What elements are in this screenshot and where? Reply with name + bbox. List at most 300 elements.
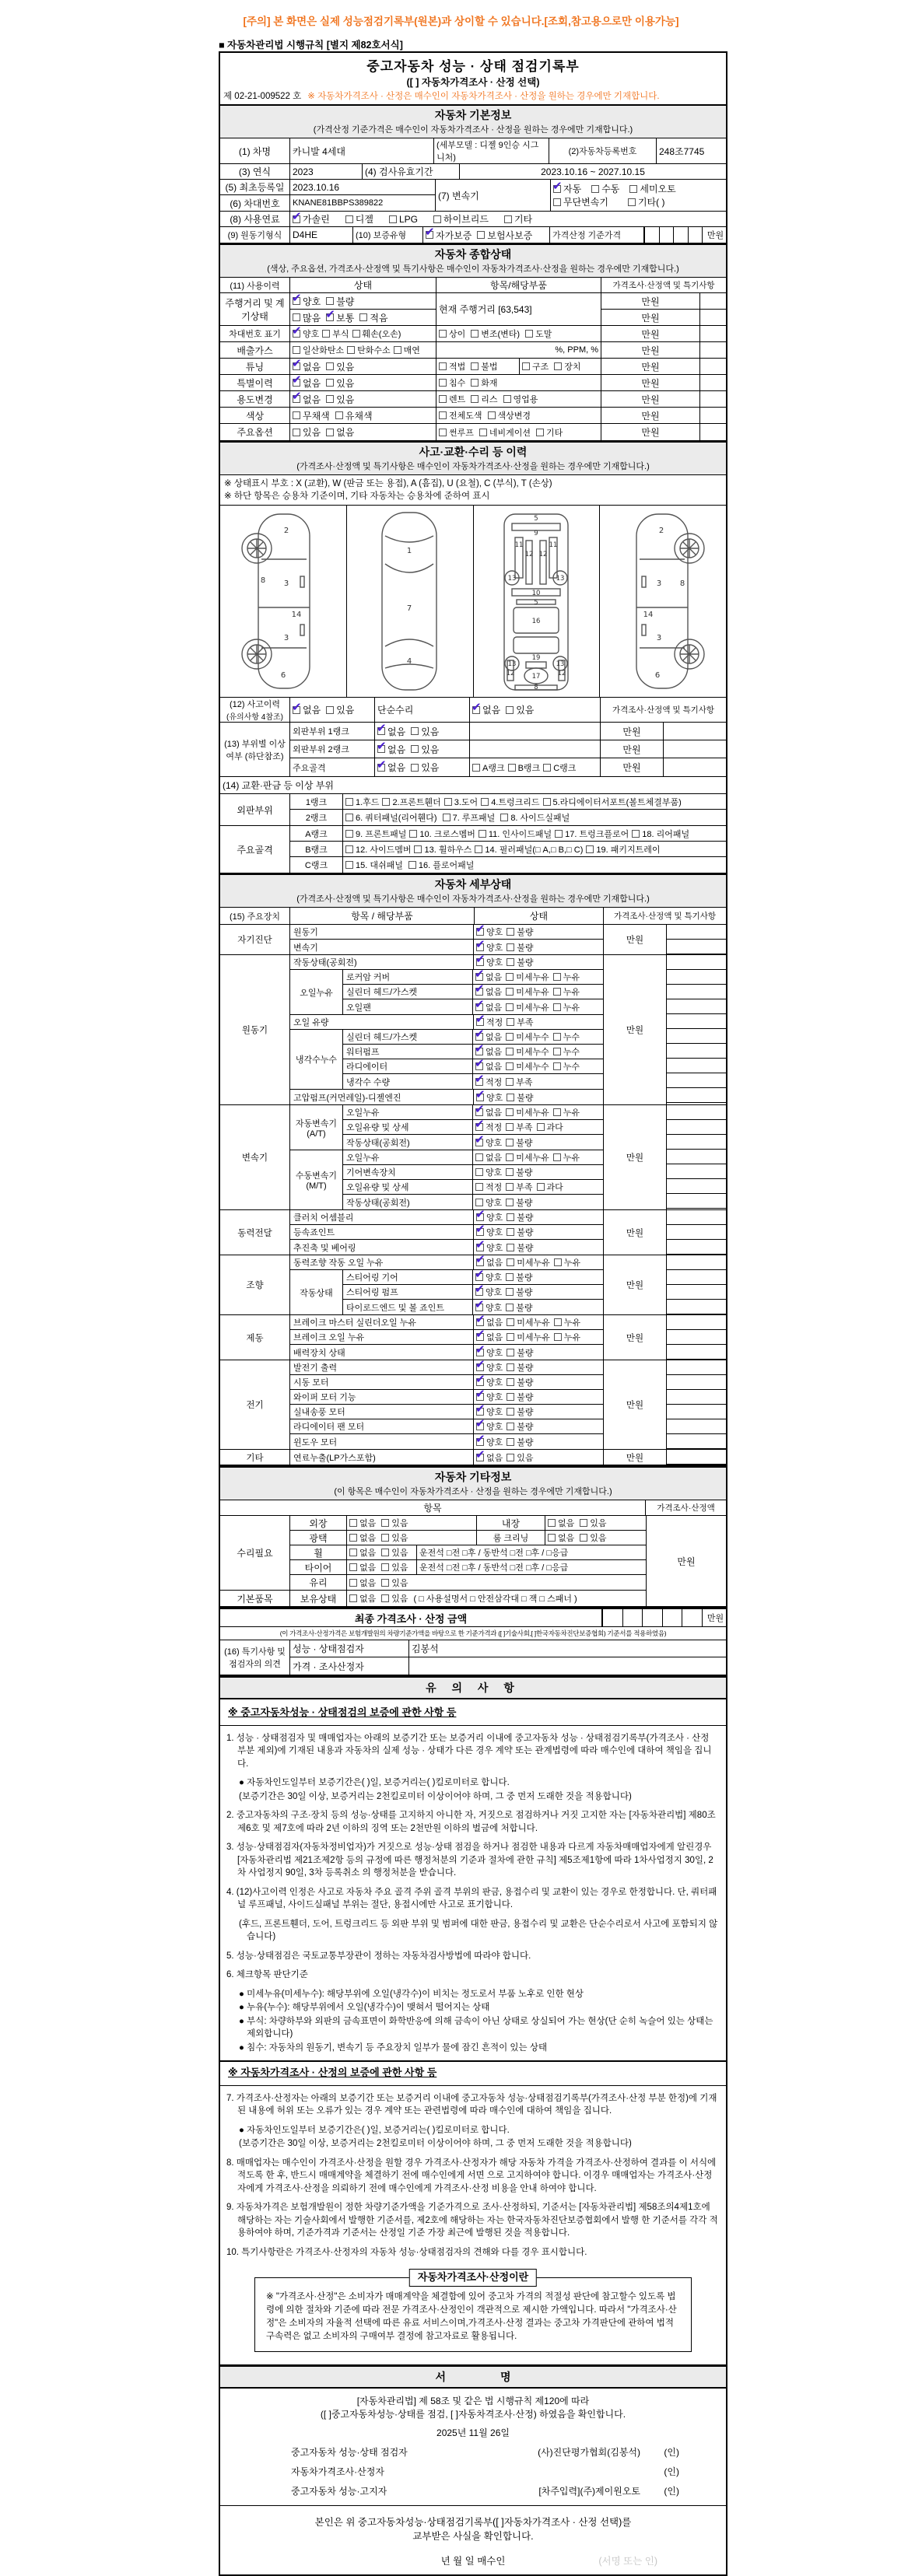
value-inspector-name: 김봉석 xyxy=(412,1643,439,1654)
note-cell xyxy=(700,293,726,310)
detail-item: 오일누유 xyxy=(343,1150,473,1164)
checkbox-unchecked[interactable] xyxy=(555,828,629,840)
detail-item: 스티어링 기어 xyxy=(343,1270,473,1284)
checkbox-label: 1.후드 xyxy=(356,797,380,807)
checkbox-unchecked[interactable] xyxy=(548,1517,574,1529)
checkbox-unchecked[interactable] xyxy=(553,195,608,208)
checkbox-unchecked[interactable] xyxy=(507,1451,533,1464)
checkbox-unchecked[interactable] xyxy=(408,859,474,871)
overall-row-special xyxy=(220,375,726,391)
panel-code-label: 2 xyxy=(284,527,289,535)
checkbox-label: 없음 xyxy=(486,988,503,997)
checkbox-unchecked[interactable] xyxy=(632,828,689,840)
checkbox-unchecked[interactable] xyxy=(543,761,576,774)
checkbox-unchecked[interactable] xyxy=(345,796,379,808)
checkbox-unchecked[interactable] xyxy=(472,761,505,774)
checkbox-unchecked[interactable] xyxy=(506,1136,532,1149)
checkbox-unchecked[interactable] xyxy=(322,327,349,340)
checkbox-unchecked[interactable] xyxy=(471,360,497,373)
note-bullet: (보증기간은 30일 이상, 보증거리는 2천킬로미터 이상이어야 하며, 그 중 먼저 도래한 것을 적용합니다) xyxy=(239,1791,632,1801)
simple-repair-options xyxy=(470,698,601,722)
checkbox-unchecked[interactable] xyxy=(381,1592,408,1605)
checkbox-unchecked[interactable] xyxy=(475,1181,502,1193)
checkbox-unchecked[interactable] xyxy=(507,941,533,954)
checkbox-unchecked[interactable] xyxy=(554,1331,580,1343)
checkbox-label: 불량 xyxy=(516,1273,533,1283)
checkbox-unchecked[interactable] xyxy=(553,1060,580,1073)
checkbox-unchecked[interactable] xyxy=(553,985,580,998)
checkbox-unchecked[interactable] xyxy=(381,1517,408,1529)
checkbox-unchecked[interactable] xyxy=(525,327,552,340)
buyer-date-line: 년 월 일 매수인 xyxy=(440,2556,506,2567)
etc-col-item: 항목 xyxy=(220,1500,646,1515)
note-bullet: (보증기간은 30일 이상, 보증거리는 2천킬로미터 이상이어야 하며, 그 중 먼저 도래한 것을 적용합니다) xyxy=(239,2139,632,2148)
checkbox-unchecked[interactable] xyxy=(506,985,549,998)
checkbox-checked[interactable] xyxy=(475,1076,502,1088)
detail-col-device: (15) 주요장치 xyxy=(220,908,290,924)
label-exterior: 외장 xyxy=(290,1516,347,1530)
checkbox-label: 미세누유 xyxy=(516,988,549,997)
checkbox-unchecked[interactable] xyxy=(326,360,354,373)
checkbox-unchecked[interactable] xyxy=(352,327,401,340)
checkbox-icon xyxy=(443,814,450,821)
note-cell xyxy=(664,740,726,758)
checkbox-label: 있음 xyxy=(421,744,440,755)
section-detail-sub: (가격조사·산정액 및 특기사항은 매수인이 자동차가격조사·산정을 원하는 경우에만 기재합니다.) xyxy=(296,894,650,904)
group-price: 만원 xyxy=(604,955,667,1104)
rankA-part-options xyxy=(343,826,726,841)
checkbox-icon xyxy=(476,1094,484,1101)
rank-label: C랭크 xyxy=(290,857,343,873)
checkbox-unchecked[interactable] xyxy=(507,1331,550,1343)
checkbox-unchecked[interactable] xyxy=(433,212,489,226)
checkbox-unchecked[interactable] xyxy=(500,811,570,824)
checkbox-label: 있음 xyxy=(391,1549,408,1558)
value-vin: KNANE81BBPS389822 xyxy=(293,198,384,208)
checkbox-icon xyxy=(507,1258,514,1266)
checkbox-unchecked[interactable] xyxy=(293,344,344,356)
checkbox-icon xyxy=(414,845,422,853)
subgroup-name: 자동변속기 (A/T) xyxy=(290,1105,343,1150)
rank-label: A랭크 xyxy=(290,826,343,841)
checkbox-label: 12. 사이드멤버 xyxy=(356,845,412,855)
final-price-label: 최종 가격조사 · 산정 금액 xyxy=(220,1609,602,1626)
checkbox-unchecked[interactable] xyxy=(506,1271,532,1283)
checkbox-unchecked[interactable] xyxy=(507,1346,533,1359)
warranty-options xyxy=(423,227,550,243)
group-steering xyxy=(220,1255,726,1315)
checkbox-checked[interactable] xyxy=(553,182,581,195)
checkbox-unchecked[interactable] xyxy=(439,327,465,340)
checkbox-checked[interactable] xyxy=(476,1451,503,1464)
label-interior: 내장 xyxy=(477,1516,545,1530)
spacer-cell xyxy=(470,723,601,740)
checkbox-icon xyxy=(475,1168,483,1176)
panel-code-label: 10 xyxy=(531,590,541,597)
checkbox-label: 6. 쿼터패널(리어휀다) xyxy=(356,814,437,823)
checkbox-unchecked[interactable] xyxy=(439,360,465,373)
checkbox-unchecked[interactable] xyxy=(293,425,321,439)
checkbox-label: 양호 xyxy=(486,1168,503,1178)
checkbox-unchecked[interactable] xyxy=(537,1181,563,1193)
checkbox-icon xyxy=(349,1563,357,1571)
detail-status xyxy=(473,1165,603,1179)
label-accident-history: (12) 사고이력 xyxy=(229,700,281,709)
checkbox-unchecked[interactable] xyxy=(479,426,531,439)
checkbox-label: 디젤 xyxy=(355,214,373,225)
checkbox-unchecked[interactable] xyxy=(554,1316,580,1328)
checkbox-unchecked[interactable] xyxy=(629,182,675,195)
checkbox-unchecked[interactable] xyxy=(335,409,373,422)
checkbox-unchecked[interactable] xyxy=(553,971,580,983)
detail-item: 워터펌프 xyxy=(343,1045,473,1059)
checkbox-unchecked[interactable] xyxy=(475,1166,502,1178)
checkbox-label: 상이 xyxy=(449,330,466,339)
overall-col-use: (11) 사용이력 xyxy=(220,278,290,292)
checkbox-unchecked[interactable] xyxy=(381,1577,408,1589)
checkbox-checked[interactable] xyxy=(377,725,405,738)
label-color: 색상 xyxy=(220,408,290,423)
checkbox-icon xyxy=(553,1033,561,1041)
checkbox-unchecked[interactable] xyxy=(477,229,532,242)
mileage-status-options xyxy=(290,293,436,310)
checkbox-unchecked[interactable] xyxy=(475,843,583,856)
checkbox-label: 누유 xyxy=(563,1108,580,1118)
checkbox-unchecked[interactable] xyxy=(507,1361,533,1374)
checkbox-unchecked[interactable] xyxy=(580,1517,606,1529)
checkbox-icon xyxy=(293,411,300,419)
checkbox-unchecked[interactable] xyxy=(326,393,354,406)
panel-code-label: 9 xyxy=(534,530,538,537)
vin-item-options xyxy=(436,326,601,341)
checkbox-unchecked[interactable] xyxy=(506,1166,532,1178)
checkbox-unchecked[interactable] xyxy=(471,327,520,340)
checkbox-unchecked[interactable] xyxy=(293,311,321,324)
checkbox-unchecked[interactable] xyxy=(507,926,533,938)
checkbox-icon xyxy=(479,429,487,436)
checkbox-unchecked[interactable] xyxy=(507,1016,533,1028)
checkbox-checked[interactable] xyxy=(472,703,500,716)
accident-history-row xyxy=(220,698,726,723)
checkbox-label: 불량 xyxy=(517,1423,534,1432)
detail-col-item: 항목 / 해당부품 xyxy=(290,908,475,924)
label-glass: 유리 xyxy=(290,1575,347,1590)
checkbox-unchecked[interactable] xyxy=(506,1106,549,1118)
transmission-options-1 xyxy=(553,182,724,195)
checkbox-unchecked[interactable] xyxy=(347,344,391,356)
checkbox-unchecked[interactable] xyxy=(507,1091,533,1104)
checkbox-icon xyxy=(326,379,334,387)
checkbox-unchecked[interactable] xyxy=(439,409,482,422)
label-tire: 타이어 xyxy=(290,1560,347,1574)
checkbox-unchecked[interactable] xyxy=(479,828,552,840)
checkbox-label: 없음 xyxy=(359,1563,377,1573)
checkbox-unchecked[interactable] xyxy=(506,1196,532,1209)
checkbox-unchecked[interactable] xyxy=(411,761,439,774)
checkbox-unchecked[interactable] xyxy=(507,1241,533,1254)
main-frame-rank-options xyxy=(470,758,601,776)
checkbox-unchecked[interactable] xyxy=(507,1436,533,1448)
checkbox-unchecked[interactable] xyxy=(506,1181,532,1193)
checkbox-unchecked[interactable] xyxy=(553,1151,580,1164)
checkbox-label: 누유 xyxy=(563,1258,581,1268)
checkbox-icon xyxy=(326,706,334,714)
checkbox-label: 양호 xyxy=(486,1138,503,1148)
transmission-options-2 xyxy=(553,195,724,208)
checkbox-label: 일산화탄소 xyxy=(303,346,345,355)
checkbox-unchecked[interactable] xyxy=(537,1121,563,1133)
basic-row-5 xyxy=(220,227,726,243)
checkbox-unchecked[interactable] xyxy=(345,828,406,840)
checkbox-label: 없음 xyxy=(359,1519,377,1528)
panel-code-label: 12 xyxy=(524,551,534,558)
regulation-reference: ■ 자동차관리법 시행규칙 [별지 제82호서식] xyxy=(219,40,403,51)
checkbox-label: 없음 xyxy=(387,762,406,773)
checkbox-icon xyxy=(553,1062,561,1070)
label-car-name: (1) 차명 xyxy=(220,138,290,163)
checkbox-unchecked[interactable] xyxy=(506,703,534,716)
checkbox-unchecked[interactable] xyxy=(389,214,418,225)
checkbox-icon xyxy=(349,1519,357,1527)
checkbox-unchecked[interactable] xyxy=(553,1106,580,1118)
detail-status xyxy=(473,1030,603,1044)
checkbox-unchecked[interactable] xyxy=(411,743,439,756)
group-price: 만원 xyxy=(604,925,667,954)
checkbox-unchecked[interactable] xyxy=(553,1045,580,1058)
checkbox-checked[interactable] xyxy=(377,743,405,756)
checkbox-unchecked[interactable] xyxy=(507,1211,533,1223)
detail-col-price: 가격조사·산정액 및 특기사항 xyxy=(613,912,717,921)
checkbox-unchecked[interactable] xyxy=(580,1531,606,1544)
checkbox-unchecked[interactable] xyxy=(345,212,373,226)
checkbox-unchecked[interactable] xyxy=(503,393,538,405)
checkbox-label: 미세누유 xyxy=(516,973,549,982)
panel-code-label: 6 xyxy=(654,671,660,680)
checkbox-unchecked[interactable] xyxy=(326,425,354,439)
checkbox-checked[interactable] xyxy=(476,1436,503,1448)
checkbox-unchecked[interactable] xyxy=(506,1076,532,1088)
checkbox-unchecked[interactable] xyxy=(553,1031,580,1043)
checkbox-unchecked[interactable] xyxy=(349,1577,376,1589)
checkbox-label: 불량 xyxy=(336,296,355,307)
detail-status xyxy=(474,1405,603,1419)
checkbox-label: 있음 xyxy=(391,1534,408,1543)
checkbox-unchecked[interactable] xyxy=(326,703,354,716)
checkbox-unchecked[interactable] xyxy=(443,811,496,824)
group-price: 만원 xyxy=(604,1360,667,1449)
checkbox-unchecked[interactable] xyxy=(381,1546,408,1559)
panel-code-label: 12 xyxy=(506,670,515,677)
checkbox-unchecked[interactable] xyxy=(506,1045,549,1058)
checkbox-checked[interactable] xyxy=(293,360,321,373)
checkbox-icon xyxy=(476,943,484,951)
checkbox-icon xyxy=(507,1228,514,1236)
checkbox-icon xyxy=(359,313,367,321)
checkbox-unchecked[interactable] xyxy=(507,1256,550,1269)
checkbox-unchecked[interactable] xyxy=(414,843,472,856)
detail-item: 와이퍼 모터 기능 xyxy=(290,1390,474,1404)
checkbox-label: 수동 xyxy=(601,184,620,194)
checkbox-checked[interactable] xyxy=(426,229,472,242)
checkbox-unchecked[interactable] xyxy=(506,1031,549,1043)
group-name: 자기진단 xyxy=(220,925,290,954)
checkbox-unchecked[interactable] xyxy=(488,409,531,422)
checkbox-label: 없음 xyxy=(387,726,406,737)
checkbox-label: 변조(변타) xyxy=(481,330,521,339)
checkbox-checked[interactable] xyxy=(326,311,354,324)
checkbox-unchecked[interactable] xyxy=(345,811,437,824)
detail-item: 시동 모터 xyxy=(290,1375,474,1389)
checkbox-unchecked[interactable] xyxy=(349,1517,376,1529)
group-note-column xyxy=(667,955,726,1104)
checkbox-unchecked[interactable] xyxy=(507,956,533,968)
checkbox-icon xyxy=(349,1549,357,1556)
checkbox-unchecked[interactable] xyxy=(506,1286,532,1298)
checkbox-unchecked[interactable] xyxy=(507,1391,533,1403)
checkbox-unchecked[interactable] xyxy=(504,212,532,226)
checkbox-label: 세미오토 xyxy=(640,184,676,194)
section-accident-title: 사고·교환·수리 등 이력 xyxy=(419,446,528,458)
checkbox-label: 기타( ) xyxy=(637,197,665,208)
checkbox-unchecked[interactable] xyxy=(507,1226,533,1238)
checkbox-unchecked[interactable] xyxy=(345,843,411,856)
checkbox-unchecked[interactable] xyxy=(381,1561,408,1573)
checkbox-unchecked[interactable] xyxy=(481,796,539,808)
checkbox-unchecked[interactable] xyxy=(411,725,439,738)
label-vin-marking: 차대번호 표기 xyxy=(220,326,290,341)
checkbox-unchecked[interactable] xyxy=(554,360,580,373)
checkbox-unchecked[interactable] xyxy=(359,311,387,324)
section-overall-title: 자동차 종합상태 xyxy=(434,248,512,261)
price-cell: 만원 xyxy=(601,424,700,440)
checkbox-checked[interactable] xyxy=(293,703,321,716)
checkbox-unchecked[interactable] xyxy=(536,426,563,439)
overall-row-options xyxy=(220,424,726,440)
label-accident-history-ref: (유의사항 4참조) xyxy=(226,713,283,722)
checkbox-checked[interactable] xyxy=(293,212,330,226)
checkbox-label: 적정 xyxy=(486,1077,503,1087)
checkbox-unchecked[interactable] xyxy=(439,376,465,389)
checkbox-unchecked[interactable] xyxy=(506,971,549,983)
checkbox-icon xyxy=(475,845,482,853)
checkbox-icon xyxy=(586,845,594,853)
checkbox-checked[interactable] xyxy=(293,393,321,406)
group-price: 만원 xyxy=(604,1210,667,1255)
checkbox-unchecked[interactable] xyxy=(475,1151,502,1164)
checkbox-unchecked[interactable] xyxy=(628,195,665,208)
checkbox-label: 양호 xyxy=(486,1273,503,1283)
detail-item: 등속죠인트 xyxy=(290,1225,474,1239)
checkbox-unchecked[interactable] xyxy=(506,1060,549,1073)
checkbox-icon xyxy=(345,798,353,806)
label-fuel: (8) 사용연료 xyxy=(220,212,290,226)
checkbox-unchecked[interactable] xyxy=(506,1151,549,1164)
checkbox-unchecked[interactable] xyxy=(508,761,541,774)
checkbox-label: 양호 xyxy=(486,1093,503,1103)
checkbox-icon xyxy=(349,1579,357,1587)
checkbox-unchecked[interactable] xyxy=(507,1420,533,1433)
checkbox-checked[interactable] xyxy=(377,761,405,774)
checkbox-unchecked[interactable] xyxy=(522,360,549,373)
panel-code-label: 8 xyxy=(679,579,685,588)
checkbox-unchecked[interactable] xyxy=(507,1316,550,1328)
label-engine-type: (9) 원동기형식 xyxy=(220,227,290,243)
checkbox-unchecked[interactable] xyxy=(394,344,420,356)
checkbox-label: 기타 xyxy=(546,428,563,438)
value-registration-number: 248조7745 xyxy=(659,145,705,157)
price-cell: 만원 xyxy=(601,740,664,758)
checkbox-unchecked[interactable] xyxy=(553,1001,580,1013)
checkbox-unchecked[interactable] xyxy=(326,295,354,308)
checkbox-unchecked[interactable] xyxy=(349,1592,376,1605)
section-accident-header xyxy=(220,440,726,475)
state-code-legend xyxy=(220,475,726,506)
checkbox-label: 없음 xyxy=(359,1594,377,1604)
checkbox-unchecked[interactable] xyxy=(506,1001,549,1013)
checkbox-label: 없음 xyxy=(303,394,321,405)
subgroup-name: 작동상태 xyxy=(290,1270,343,1314)
checkbox-unchecked[interactable] xyxy=(507,1376,533,1388)
checkbox-unchecked[interactable] xyxy=(471,376,497,389)
checkbox-unchecked[interactable] xyxy=(345,859,403,871)
label-transmission: (7) 변속기 xyxy=(435,180,551,211)
sig-value: (사)진단평가협회(김봉석) xyxy=(538,2447,640,2458)
checkbox-unchecked[interactable] xyxy=(591,182,619,195)
price-cell: 만원 xyxy=(601,408,700,423)
panel-code-label: 5 xyxy=(534,599,538,607)
checkbox-unchecked[interactable] xyxy=(471,393,497,405)
checkbox-checked[interactable] xyxy=(293,376,321,390)
note-paragraph: 8. 매매업자는 매수인이 가격조사·산정을 원할 경우 가격조사·산정자가 해당 자동차 가격을 가격조사·산정하여 결과를 이 서식에 적도록 한 후, 반드시 매매계약을 체결하기 전에 매수인에게 서면 으로 고지하여야 합니다. 이경우 매매업자는 가격조사·산정자에게 가격조사·산정을 의뢰하기 전에 매수인에게 가격조사·산정 비용을 안내 하여야 합니다. xyxy=(226,2158,717,2193)
tuning-legality-options xyxy=(436,360,519,373)
checkbox-label: 없음 xyxy=(303,377,321,389)
checkbox-unchecked[interactable] xyxy=(554,1256,580,1269)
inspection-form xyxy=(219,51,727,2576)
checkbox-unchecked[interactable] xyxy=(548,1531,574,1544)
checkbox-unchecked[interactable] xyxy=(326,376,354,390)
section-basic-sub: (가격산정 기준가격은 매수인이 자동차가격조사 · 산정을 원하는 경우에만 기재합니다.) xyxy=(313,125,633,135)
checkbox-icon xyxy=(506,1048,514,1055)
checkbox-unchecked[interactable] xyxy=(409,828,475,840)
checkbox-unchecked[interactable] xyxy=(349,1546,376,1559)
checkbox-unchecked[interactable] xyxy=(439,393,465,405)
checkbox-unchecked[interactable] xyxy=(381,1531,408,1544)
checkbox-unchecked[interactable] xyxy=(293,409,330,422)
spacer-cell xyxy=(470,740,601,758)
checkbox-label: 색상변경 xyxy=(497,411,531,421)
checkbox-unchecked[interactable] xyxy=(444,796,478,808)
checkbox-checked[interactable] xyxy=(293,295,321,308)
checkbox-unchecked[interactable] xyxy=(543,796,682,808)
checkbox-label: 리스 xyxy=(481,395,498,404)
checkbox-icon xyxy=(475,1048,483,1055)
detail-item: 오일유량 및 상세 xyxy=(343,1120,473,1134)
checkbox-unchecked[interactable] xyxy=(506,1301,532,1314)
checkbox-unchecked[interactable] xyxy=(439,426,474,439)
checkbox-unchecked[interactable] xyxy=(349,1531,376,1544)
checkbox-checked[interactable] xyxy=(293,327,319,340)
checkbox-unchecked[interactable] xyxy=(507,1405,533,1418)
rank1-part-options xyxy=(343,794,726,809)
checkbox-icon xyxy=(475,973,483,981)
checkbox-unchecked[interactable] xyxy=(506,1121,532,1133)
checkbox-checked[interactable] xyxy=(475,1136,502,1149)
checkbox-icon xyxy=(507,1318,514,1326)
checkbox-unchecked[interactable] xyxy=(382,796,440,808)
checkbox-unchecked[interactable] xyxy=(349,1561,376,1573)
note-paragraph: 3. 성능·상태점검자(자동차정비업자)가 거짓으로 성능·상태 점검을 하거나 점검한 내용과 다르게 자동차매매업자에게 알린경우 [자동차관리법 제21조제2항 등의 규정에 따른 행정처분의 기준과 절차에 관한 규칙] 제5조제1항에 따라 1차사업정지 30일, 2차 사업정지 90일, 3차 등록취소 의 행정처분을 받습니다. xyxy=(226,1843,713,1878)
checkbox-unchecked[interactable] xyxy=(586,843,660,856)
